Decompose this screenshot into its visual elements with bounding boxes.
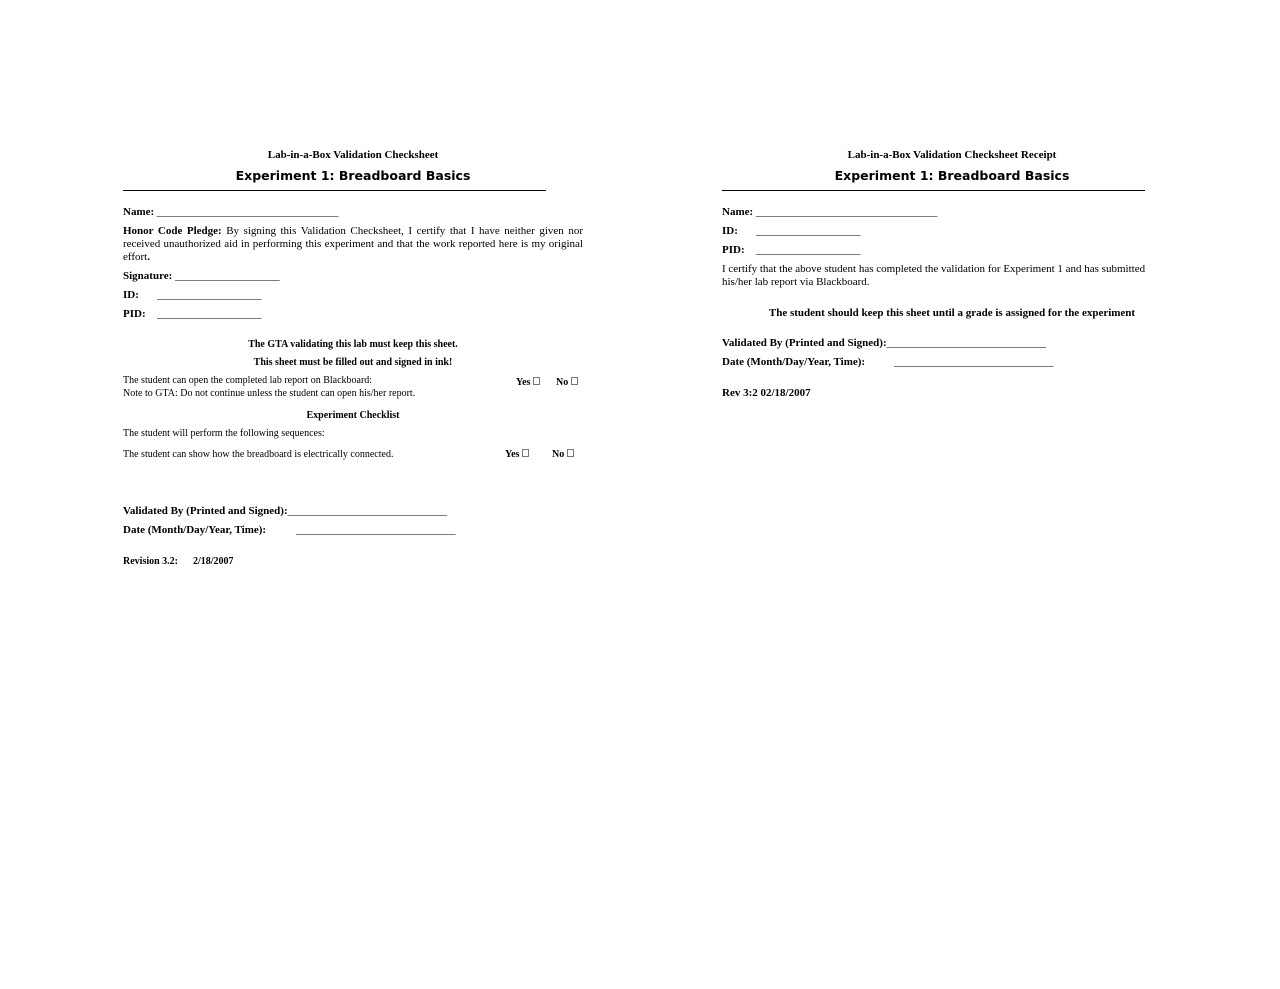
left-date-label: Date (Month/Day/Year, Time): xyxy=(123,524,267,536)
certify-text: I certify that the above student has completed the validation for Experiment 1 and has submitted his/her lab report via Blackboard. xyxy=(722,263,1146,288)
ink-notice: This sheet must be filled out and signed in ink! xyxy=(253,357,453,368)
right-sheet-title: Lab-in-a-Box Validation Checksheet Receipt xyxy=(847,149,1057,161)
right-name-label: Name: xyxy=(722,206,754,218)
left-validated-field[interactable]: _____________________________ xyxy=(287,505,448,517)
right-experiment-title: Experiment 1: Breadboard Basics xyxy=(834,168,1070,183)
left-sheet-title: Lab-in-a-Box Validation Checksheet xyxy=(267,149,439,161)
breadboard-no-option[interactable] xyxy=(552,449,574,460)
signature-field[interactable]: ___________________ xyxy=(175,270,280,282)
left-validated-label: Validated By (Printed and Signed): xyxy=(123,505,288,517)
gta-keep-notice: The GTA validating this lab must keep this sheet. xyxy=(248,339,458,350)
left-pid-row xyxy=(123,308,262,320)
left-date-row xyxy=(123,524,456,536)
pledge-label: Honor Code Pledge: xyxy=(123,225,222,237)
right-id-field[interactable]: ___________________ xyxy=(756,225,861,237)
left-id-field[interactable]: ___________________ xyxy=(157,289,262,301)
blackboard-yes-option[interactable] xyxy=(516,377,540,388)
left-title-divider xyxy=(123,190,546,191)
breadboard-no-label: No xyxy=(552,449,565,460)
left-date-field[interactable]: _____________________________ xyxy=(296,524,456,536)
left-name-field[interactable]: _________________________________ xyxy=(156,206,339,218)
blackboard-no-option[interactable] xyxy=(556,377,578,388)
sequences-text: The student will perform the following sequences: xyxy=(123,428,325,439)
blackboard-yes-checkbox[interactable] xyxy=(533,377,540,385)
right-validated-field[interactable]: _____________________________ xyxy=(886,337,1047,349)
left-name-row xyxy=(123,206,338,218)
revision-label: Revision 3.2: xyxy=(123,556,178,567)
signature-row xyxy=(123,270,280,282)
left-id-row xyxy=(123,289,262,301)
right-validated-label: Validated By (Printed and Signed): xyxy=(722,337,887,349)
left-validated-row xyxy=(123,505,447,517)
checklist-heading: Experiment Checklist xyxy=(306,410,400,421)
blackboard-check xyxy=(123,374,415,400)
breadboard-check-text: The student can show how the breadboard is electrically connected. xyxy=(123,449,394,460)
blackboard-yes-label: Yes xyxy=(516,377,531,388)
left-name-label: Name: xyxy=(123,206,155,218)
breadboard-no-checkbox[interactable] xyxy=(567,449,574,457)
right-id-row xyxy=(722,225,861,237)
right-name-field[interactable]: _________________________________ xyxy=(755,206,938,218)
breadboard-yes-checkbox[interactable] xyxy=(522,449,529,457)
right-id-label: ID: xyxy=(722,225,738,237)
right-pid-field[interactable]: ___________________ xyxy=(756,244,861,256)
right-validated-row xyxy=(722,337,1046,349)
honor-code-pledge xyxy=(123,225,583,264)
left-id-label: ID: xyxy=(123,289,139,301)
left-experiment-title: Experiment 1: Breadboard Basics xyxy=(235,168,471,183)
blackboard-line-1: The student can open the completed lab report on Blackboard: xyxy=(123,375,373,386)
right-name-row xyxy=(722,206,937,218)
revision-row xyxy=(123,556,234,567)
keep-sheet-notice: The student should keep this sheet until a grade is assigned for the experiment xyxy=(768,307,1136,319)
signature-label: Signature: xyxy=(123,270,173,282)
pledge-text: By signing this Validation Checksheet, I certify that I have neither given nor received unauthorized aid in performing this experiment and that the work reported here is my original effort xyxy=(123,225,583,263)
breadboard-yes-label: Yes xyxy=(505,449,520,460)
right-title-divider xyxy=(722,190,1145,191)
left-pid-field[interactable]: ___________________ xyxy=(157,308,262,320)
right-pid-label: PID: xyxy=(722,244,745,256)
blackboard-line-2: Note to GTA: Do not continue unless the student can open his/her report. xyxy=(123,388,416,399)
blackboard-no-checkbox[interactable] xyxy=(571,377,578,385)
left-pid-label: PID: xyxy=(123,308,146,320)
right-date-row xyxy=(722,356,1054,368)
pledge-end: . xyxy=(147,251,150,263)
right-pid-row xyxy=(722,244,861,256)
blackboard-no-label: No xyxy=(556,377,569,388)
right-revision: Rev 3:2 02/18/2007 xyxy=(722,387,811,399)
breadboard-yes-option[interactable] xyxy=(505,449,529,460)
right-date-label: Date (Month/Day/Year, Time): xyxy=(722,356,866,368)
revision-date: 2/18/2007 xyxy=(193,556,234,567)
right-date-field[interactable]: _____________________________ xyxy=(894,356,1054,368)
